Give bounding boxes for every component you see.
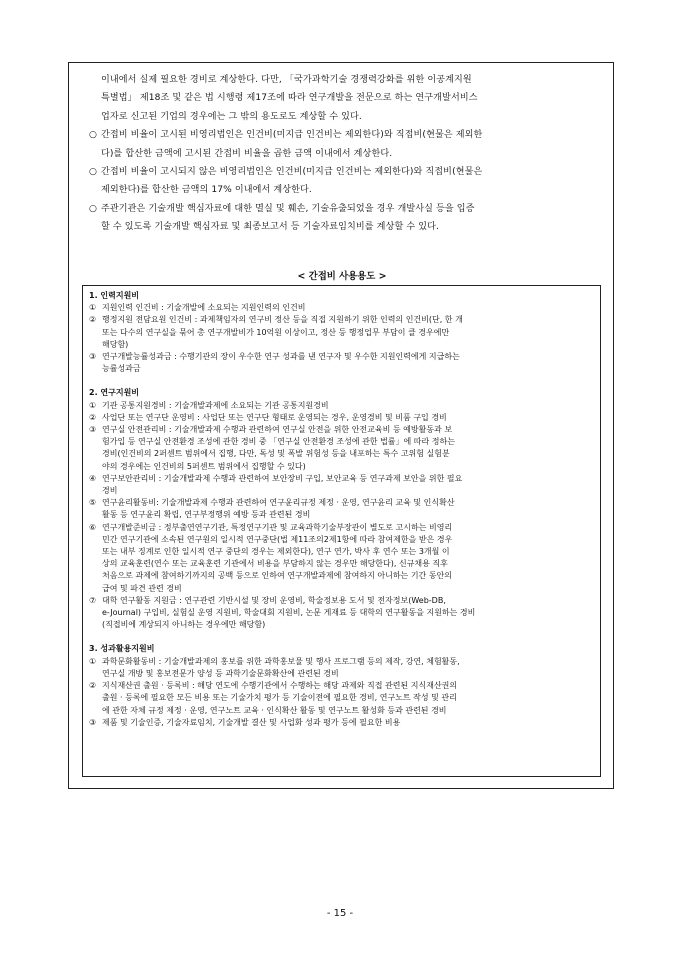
item-number: ③ <box>89 717 97 727</box>
body-text <box>83 71 603 237</box>
item-number: ⑦ <box>89 595 97 605</box>
continued-line: 이내에서 실제 필요한 경비로 계상한다. 다만, 「국가과학기술 경쟁력강화를 위한 이공계지원 <box>101 75 472 85</box>
list-item: ① 기관 공통지원경비 : 기술개발과제에 소요되는 기관 공통지원경비 <box>89 400 594 412</box>
content-frame <box>68 62 614 789</box>
bullet-paragraph: ○ 간접비 비율이 고시된 비영리법인은 인건비(미지급 인건비는 제외한다)와 직접비(현물은 제외한 <box>83 126 603 144</box>
section-title: 2. 연구지원비 <box>89 388 140 398</box>
list-item: ③ 연구실 안전관리비 : 기술개발과제 수행과 관련하여 연구실 안전을 위한 안전교육비 등 예방활동과 보 험가입 등 연구실 안전환경 조성에 관한 경비 중 「연구실 안전환경 조성에 관한 법률」에 따라 정하는 경비(인건비의 2퍼센트 범위에서 집행, 다만, 독성 및 폭발 위험성 등을 내포하는 특수 고위험 실험분 야의 경우에는 인건비의 5퍼센트 범위에서 집행할 수 있다) <box>89 425 455 471</box>
section-title: 1. 인력지원비 <box>89 291 140 300</box>
bullet-continuation: 다)를 합산한 금액에 고시된 간접비 비율을 곱한 금액 이내에서 계상한다. <box>101 148 393 159</box>
section-heading: < 간접비 사용용도 > <box>297 271 387 282</box>
continued-line: 특별법」 제18조 및 같은 법 시행령 제17조에 따라 연구개발을 전문으로 하는 연구개발서비스 <box>101 93 478 104</box>
list-item: ③ 연구개발능률성과금 : 수행기관의 장이 우수한 연구 성과를 낸 연구자 및 우수한 지원인력에게 지급하는 능률성과금 <box>89 352 460 374</box>
list-item: ① 지원인력 인건비 : 기술개발에 소요되는 지원인력의 인건비 <box>89 302 594 314</box>
item-number: ⑥ <box>89 522 97 532</box>
item-number: ③ <box>89 425 97 435</box>
item-number: ① <box>89 303 97 313</box>
list-item: ② 행정지원 전담요원 인건비 : 과제책임자의 연구비 정산 등을 직접 지원하기 위한 인력의 인건비(단, 한 개 또는 다수의 연구실을 묶어 총 연구개발비가 10억원 이상이고, 정산 등 행정업무 부담이 클 경우에만 해당함) <box>89 315 463 349</box>
item-number: ① <box>89 656 97 666</box>
continued-line: 업자로 신고된 기업의 경우에는 그 밖의 용도로도 계상할 수 있다. <box>101 111 362 122</box>
item-number: ② <box>89 681 97 691</box>
item-number: ① <box>89 400 97 410</box>
list-item: ⑦ 대학 연구활동 지원금 : 연구관련 기반시설 및 장비 운영비, 학술정보용 도서 및 전자정보(Web-DB, e-Journal) 구입비, 실험실 운영 지원비, 학술대회 지원비, 논문 게재료 등 대학의 연구활동을 지원하는 경비 (직접비에 계상되지 아니하는 경우에만 해당함) <box>89 595 476 630</box>
circle-bullet-icon: ○ <box>89 167 98 178</box>
list-item: ② 지식재산권 출원 · 등록비 : 해당 연도에 수행기관에서 수행하는 해당 과제와 직접 관련된 지식재산권의 출원 · 등록에 필요한 모든 비용 또는 기술가치 평가 등 기술이전에 필요한 경비, 연구노트 작성 및 관리 에 관한 자체 규정 제정 · 운영, 연구노트 교육 · 인식확산 활동 및 연구노트 활성화 등과 관련된 경비 <box>89 681 458 715</box>
list-item: ④ 연구보안관리비 : 기술개발과제 수행과 관련하여 보안장비 구입, 보안교육 등 연구과제 보안을 위한 필요 경비 <box>89 473 463 496</box>
list-item: ⑥ 연구개발준비금 : 정부출연연구기관, 특정연구기관 및 교육과학기술부장관이 별도로 고시하는 비영리 민간 연구기관에 소속된 연구원의 일시적 연구중단(법 제11조의2제1항에 따라 참여제한을 받은 경우 또는 내부 징계로 인한 일시적 연구 중단의 경우는 제외한다), 연구 연가, 박사 후 연수 또는 3개월 이 상의 교육훈련(연수 또는 교육훈련 기관에서 비용을 부담하지 않는 경우만 해당한다), 신규채용 직후 처음으로 과제에 참여하기까지의 공백 등으로 인하여 연구개발과제에 참여하지 아니하는 기간 동안의 급여 및 파견 관련 경비 <box>89 522 453 593</box>
list-item: ⑤ 연구윤리활동비: 기술개발과제 수행과 관련하여 연구윤리규정 제정 · 운영, 연구윤리 교육 및 인식확산 활동 등 연구윤리 확립, 연구부정행위 예방 등과 관련된 경비 <box>89 498 455 520</box>
circle-bullet-icon: ○ <box>89 130 98 141</box>
section-title: 3. 성과활용지원비 <box>89 644 155 654</box>
bullet-paragraph: ○ 주관기관은 기술개발 핵심자료에 대한 멸실 및 훼손, 기술유출되었을 경우 개발사실 등을 입증 <box>83 200 603 218</box>
indirect-cost-usage-box <box>82 285 601 777</box>
circle-bullet-icon: ○ <box>89 203 98 214</box>
bullet-continuation: 제외한다)를 합산한 금액의 17% 이내에서 계상한다. <box>101 185 312 196</box>
item-number: ⑤ <box>89 498 97 508</box>
page-number: - 15 - <box>326 908 354 919</box>
item-number: ③ <box>89 352 97 362</box>
list-item: ① 과학문화활동비 : 기술개발과제의 홍보를 위한 과학홍보물 및 행사 프로그램 등의 제작, 강연, 체험활동, 연구실 개방 및 홍보전문가 양성 등 과학기술문화확산에 관련된 경비 <box>89 656 460 678</box>
item-number: ④ <box>89 473 97 483</box>
list-item: ③ 제품 및 기술인증, 기술자료임치, 기술개발 결산 및 사업화 성과 평가 등에 필요한 비용 <box>89 717 594 729</box>
item-number: ② <box>89 412 97 422</box>
bullet-continuation: 할 수 있도록 기술개발 핵심자료 및 최종보고서 등 기술자료임치비를 계상할 수 있다. <box>101 222 439 233</box>
bullet-paragraph: ○ 간접비 비율이 고시되지 않은 비영리법인은 인건비(미지급 인건비는 제외한다)와 직접비(현물은 <box>83 163 603 181</box>
list-item: ② 사업단 또는 연구단 운영비 : 사업단 또는 연구단 형태로 운영되는 경우, 운영경비 및 비품 구입 경비 <box>89 412 594 424</box>
item-number: ② <box>89 315 97 325</box>
